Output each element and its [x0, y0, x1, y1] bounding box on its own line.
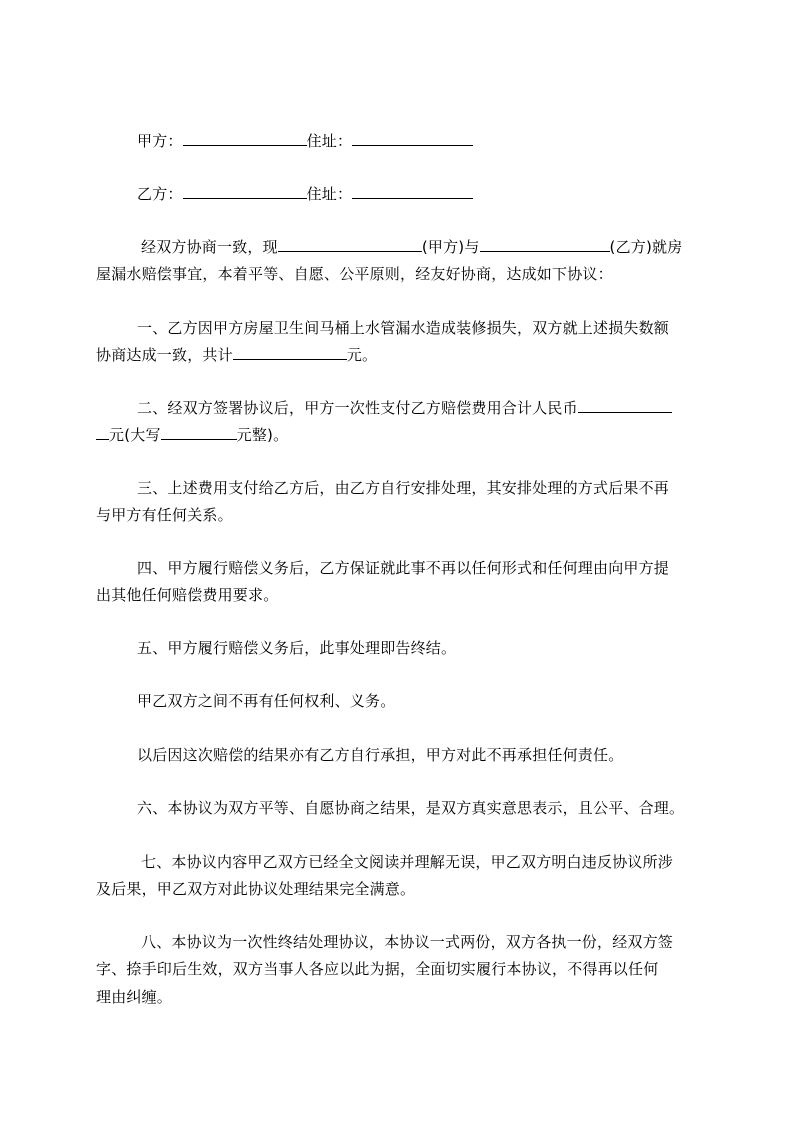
intro-line-2: 屋漏水赔偿事宜，本着平等、自愿、公平原则，经友好协商，达成如下协议： [96, 265, 613, 283]
clause-2-text-2: 元(大写 [109, 426, 161, 444]
clause-8-line-1: 八、本协议为一次性终结处理协议，本协议一式两份，双方各执一份，经双方签 [141, 933, 674, 951]
intro-text-2: (甲方)与 [421, 238, 480, 256]
clause-4-line-1: 四、甲方履行赔偿义务后，乙方保证就此事不再以任何形式和任何理由向甲方提 [137, 559, 670, 577]
party-a-line [137, 131, 757, 151]
clause-7-line-1: 七、本协议内容甲乙双方已经全文阅读并理解无误，甲乙双方明白违反协议所涉 [141, 853, 674, 871]
clause-4-line-2: 出其他任何赔偿费用要求。 [96, 586, 279, 604]
clause-1-line-2 [96, 345, 716, 365]
clause-3-line-1: 三、上述费用支付给乙方后，由乙方自行安排处理，其安排处理的方式后果不再 [137, 479, 670, 497]
clause-1-text-1: 协商达成一致，共计 [96, 346, 233, 364]
clause-5-line-3: 以后因这次赔偿的结果亦有乙方自行承担，甲方对此不再承担任何责任。 [137, 746, 624, 764]
clause-2-line-1 [137, 398, 757, 418]
party-b-name-blank[interactable] [183, 185, 307, 199]
party-a-address-blank[interactable] [352, 132, 473, 146]
clause-2-line-2 [96, 425, 716, 445]
clause-2-text-3: 元整)。 [236, 426, 289, 444]
party-a-address-label: 住址： [306, 132, 353, 150]
clause-8-line-2: 字、捺手印后生效，双方当事人各应以此为据，全面切实履行本协议，不得再以任何 [96, 960, 659, 978]
party-b-address-blank[interactable] [352, 185, 473, 199]
clause-2-amount-blank-cont[interactable] [96, 426, 109, 440]
party-b-label: 乙方： [137, 185, 183, 203]
clause-2-text-1: 二、经双方签署协议后，甲方一次性支付乙方赔偿费用合计人民币 [137, 399, 578, 417]
clause-5-line-2: 甲乙双方之间不再有任何权利、义务。 [137, 692, 396, 710]
party-b-address-label: 住址： [306, 185, 353, 203]
party-b-line [137, 184, 757, 204]
intro-party-b-blank[interactable] [480, 238, 610, 252]
party-a-name-blank[interactable] [183, 132, 307, 146]
clause-8-line-3: 理由纠缠。 [96, 988, 173, 1006]
clause-7-line-2: 及后果，甲乙双方对此协议处理结果完全满意。 [96, 880, 416, 898]
intro-text-1: 经双方协商一致，现 [141, 238, 278, 256]
clause-6-line-1: 六、本协议为双方平等、自愿协商之结果，是双方真实意思表示，且公平、合理。 [137, 799, 685, 817]
clause-5-line-1: 五、甲方履行赔偿义务后，此事处理即告终结。 [137, 639, 457, 657]
intro-party-a-blank[interactable] [278, 238, 422, 252]
clause-2-amount-blank[interactable] [578, 399, 672, 413]
party-a-label: 甲方： [137, 132, 183, 150]
intro-text-3: (乙方)就房 [609, 238, 683, 256]
clause-1-line-1: 一、乙方因甲方房屋卫生间马桶上水管漏水造成装修损失，双方就上述损失数额 [137, 319, 670, 337]
clause-3-line-2: 与甲方有任何关系。 [96, 506, 233, 524]
intro-line-1 [141, 237, 761, 257]
clause-1-text-2: 元。 [346, 346, 378, 364]
clause-2-uppercase-blank[interactable] [161, 426, 237, 440]
clause-1-amount-blank[interactable] [233, 346, 347, 360]
